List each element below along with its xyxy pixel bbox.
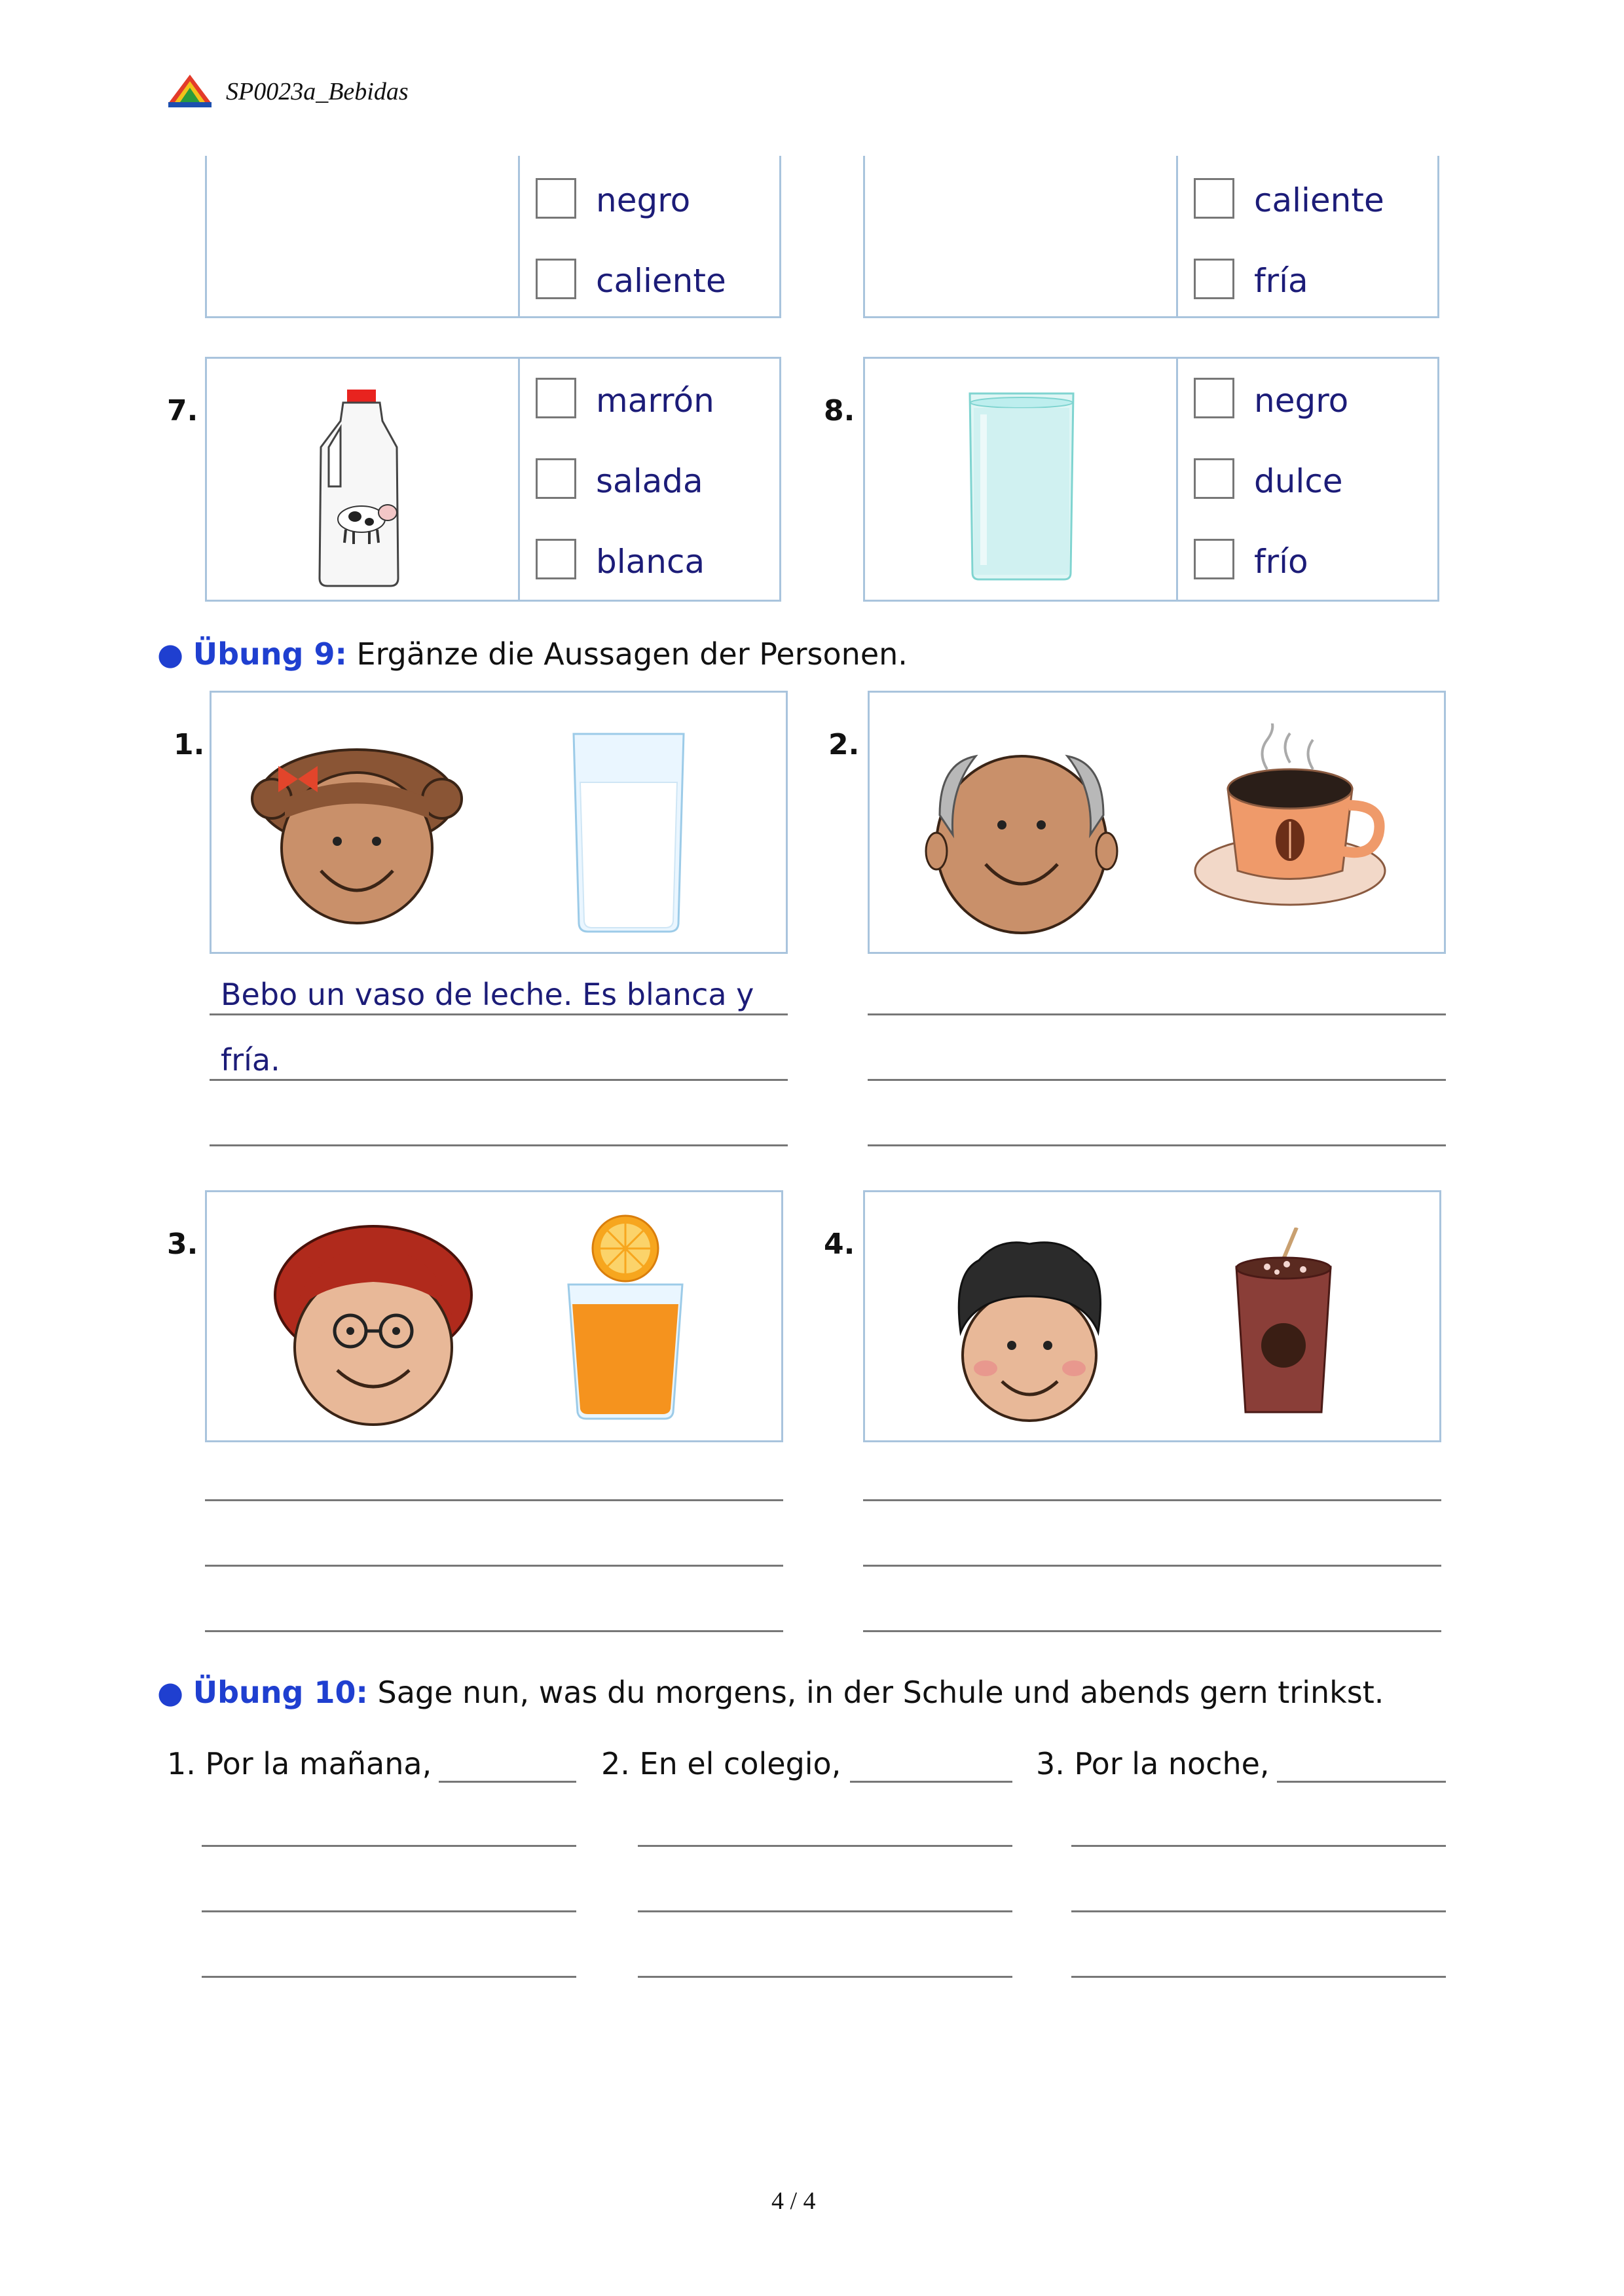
answer-line[interactable] bbox=[202, 1910, 576, 1912]
answer-line[interactable] bbox=[1277, 1781, 1446, 1783]
answer-line[interactable] bbox=[202, 1845, 576, 1847]
exercise8-card bbox=[863, 156, 1439, 318]
checkbox[interactable] bbox=[1194, 378, 1234, 418]
document-title: SP0023a_Bebidas bbox=[226, 78, 409, 105]
item-number: 2. bbox=[828, 728, 860, 761]
boy-face-image bbox=[953, 1234, 1107, 1424]
item-number: 7. bbox=[167, 394, 198, 428]
answer-line[interactable] bbox=[868, 1013, 1446, 1015]
answer-line[interactable] bbox=[202, 1976, 576, 1978]
checkbox[interactable] bbox=[536, 539, 576, 579]
glass-of-orange-juice-image bbox=[563, 1212, 688, 1422]
item-number: 4. bbox=[824, 1228, 855, 1261]
checkbox[interactable] bbox=[1194, 178, 1234, 219]
option-label: negro bbox=[1254, 382, 1349, 420]
answer-line[interactable] bbox=[850, 1781, 1012, 1783]
old-man-face-image bbox=[923, 737, 1120, 936]
prompt-night: 3. Por la noche, bbox=[1036, 1746, 1270, 1781]
answer-line[interactable] bbox=[863, 1565, 1441, 1567]
milk-jug-image bbox=[314, 388, 406, 588]
logo bbox=[167, 73, 213, 107]
exercise9-heading bbox=[157, 636, 908, 672]
exercise9-instruction: Ergänze die Aussagen der Personen. bbox=[356, 636, 908, 672]
exercise10-heading bbox=[157, 1675, 1384, 1710]
option-label: marrón bbox=[596, 382, 714, 420]
answer-line[interactable] bbox=[1071, 1845, 1446, 1847]
option-label: fría bbox=[1254, 262, 1308, 300]
picture-card bbox=[863, 1190, 1441, 1442]
woman-face-image bbox=[268, 1223, 478, 1429]
prompt-morning: 1. Por la mañana, bbox=[167, 1746, 432, 1781]
checkbox[interactable] bbox=[536, 378, 576, 418]
cup-of-coffee-image bbox=[1192, 723, 1388, 907]
option-label: salada bbox=[596, 462, 703, 500]
glass-of-milk-image bbox=[570, 730, 688, 934]
checkbox[interactable] bbox=[1194, 458, 1234, 499]
answer-line[interactable] bbox=[638, 1976, 1012, 1978]
item-number: 3. bbox=[167, 1228, 198, 1261]
exercise8-card bbox=[863, 357, 1439, 602]
option-label: dulce bbox=[1254, 462, 1343, 500]
answer-line[interactable] bbox=[863, 1499, 1441, 1501]
answer-line[interactable] bbox=[210, 1144, 788, 1146]
checkbox[interactable] bbox=[1194, 539, 1234, 579]
exercise10-label: Übung 10: bbox=[193, 1675, 368, 1710]
bullet-icon: ● bbox=[157, 1675, 184, 1710]
answer-line[interactable] bbox=[205, 1565, 783, 1567]
answer-line[interactable] bbox=[439, 1781, 576, 1783]
answer-line[interactable] bbox=[210, 1079, 788, 1081]
option-label: caliente bbox=[1254, 181, 1384, 219]
checkbox[interactable] bbox=[536, 178, 576, 219]
answer-line[interactable] bbox=[205, 1499, 783, 1501]
answer-text: fría. bbox=[221, 1042, 280, 1078]
item-number: 1. bbox=[174, 728, 205, 761]
answer-line[interactable] bbox=[1071, 1910, 1446, 1912]
item-number: 8. bbox=[824, 394, 855, 428]
bullet-icon: ● bbox=[157, 636, 184, 672]
answer-text: Bebo un vaso de leche. Es blanca y bbox=[221, 977, 754, 1012]
answer-line[interactable] bbox=[868, 1079, 1446, 1081]
water-glass-image bbox=[966, 388, 1077, 581]
answer-line[interactable] bbox=[863, 1630, 1441, 1632]
option-label: blanca bbox=[596, 543, 705, 581]
checkbox[interactable] bbox=[1194, 259, 1234, 299]
answer-line[interactable] bbox=[638, 1845, 1012, 1847]
girl-face-image bbox=[246, 727, 468, 930]
option-label: frío bbox=[1254, 543, 1308, 581]
option-label: negro bbox=[596, 181, 691, 219]
answer-line[interactable] bbox=[205, 1630, 783, 1632]
exercise9-label: Übung 9: bbox=[193, 636, 347, 672]
checkbox[interactable] bbox=[536, 458, 576, 499]
exercise10-instruction: Sage nun, was du morgens, in der Schule und abends gern trinkst. bbox=[377, 1675, 1384, 1710]
answer-line[interactable] bbox=[210, 1013, 788, 1015]
checkbox[interactable] bbox=[536, 259, 576, 299]
answer-line[interactable] bbox=[638, 1910, 1012, 1912]
answer-line[interactable] bbox=[1071, 1976, 1446, 1978]
cup-of-hot-chocolate-image bbox=[1231, 1228, 1336, 1417]
answer-line[interactable] bbox=[868, 1144, 1446, 1146]
option-label: caliente bbox=[596, 262, 726, 300]
page-number: 4 / 4 bbox=[771, 2187, 816, 2215]
prompt-school: 2. En el colegio, bbox=[601, 1746, 841, 1781]
